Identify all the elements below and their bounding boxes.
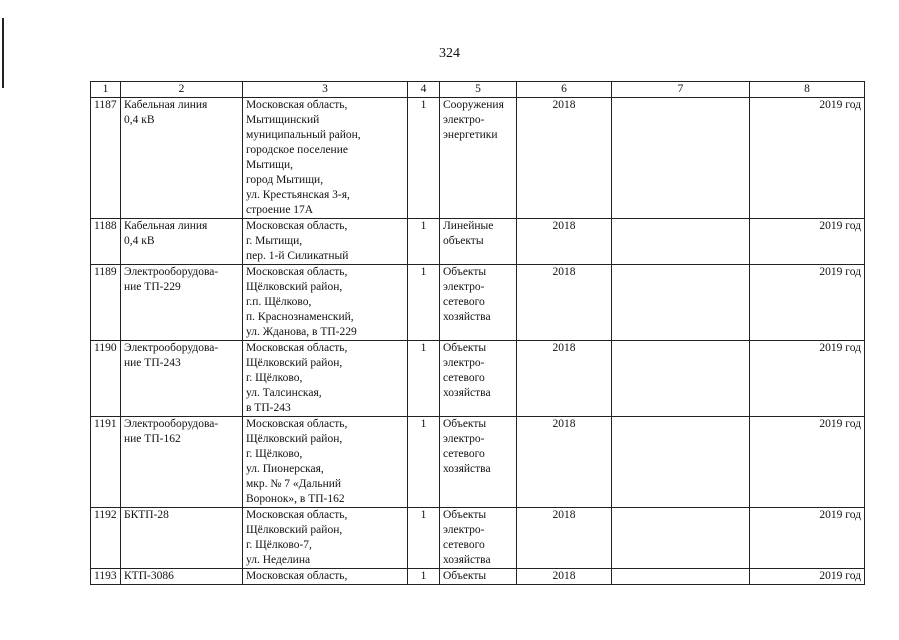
cell-address-line: Щёлковский район, <box>246 433 343 445</box>
cell-name <box>121 508 243 569</box>
cell-due: 2019 год <box>750 341 865 417</box>
column-header: 7 <box>612 82 750 98</box>
cell-address <box>243 569 408 585</box>
cell-name-line: КТП-3086 <box>124 570 174 582</box>
cell-address-line: ул. Талсинская, <box>246 387 322 399</box>
cell-address <box>243 417 408 508</box>
cell-year: 2018 <box>517 569 612 585</box>
cell-number: 1187 <box>91 98 121 219</box>
cell-address-line: ул. Пионерская, <box>246 463 324 475</box>
column-header: 1 <box>91 82 121 98</box>
cell-col7 <box>612 508 750 569</box>
cell-type-line: сетевого <box>443 372 485 384</box>
cell-quantity: 1 <box>408 341 440 417</box>
cell-address-line: Московская область, <box>246 570 348 582</box>
cell-address-line: Щёлковский район, <box>246 357 343 369</box>
cell-due: 2019 год <box>750 508 865 569</box>
cell-address-line: ул. Неделина <box>246 554 311 566</box>
cell-due: 2019 год <box>750 569 865 585</box>
cell-year: 2018 <box>517 508 612 569</box>
cell-quantity: 1 <box>408 265 440 341</box>
cell-due: 2019 год <box>750 417 865 508</box>
cell-name-line: Кабельная линия <box>124 220 208 232</box>
cell-number: 1188 <box>91 219 121 265</box>
cell-name-line: Электрооборудова- <box>124 342 219 354</box>
table-row <box>91 508 865 569</box>
cell-address-line: Московская область, <box>246 220 348 232</box>
cell-type <box>440 265 517 341</box>
cell-address-line: Мытищинский <box>246 114 320 126</box>
cell-type-line: энергетики <box>443 129 498 141</box>
cell-name-line: Электрооборудова- <box>124 266 219 278</box>
cell-name <box>121 417 243 508</box>
cell-year: 2018 <box>517 98 612 219</box>
cell-type <box>440 417 517 508</box>
cell-due: 2019 год <box>750 219 865 265</box>
cell-year: 2018 <box>517 417 612 508</box>
cell-name-line: ние ТП-162 <box>124 433 181 445</box>
cell-name-line: ние ТП-243 <box>124 357 181 369</box>
cell-type-line: Сооружения <box>443 99 504 111</box>
cell-address-line: п. Краснознаменский, <box>246 311 354 323</box>
cell-col7 <box>612 265 750 341</box>
cell-address <box>243 265 408 341</box>
cell-address <box>243 341 408 417</box>
cell-name <box>121 341 243 417</box>
cell-name-line: БКТП-28 <box>124 509 169 521</box>
cell-type-line: Объекты <box>443 509 487 521</box>
cell-type-line: объекты <box>443 235 484 247</box>
cell-type <box>440 508 517 569</box>
cell-quantity: 1 <box>408 417 440 508</box>
cell-address-line: Московская область, <box>246 266 348 278</box>
cell-year: 2018 <box>517 265 612 341</box>
table-row <box>91 341 865 417</box>
table-row <box>91 98 865 219</box>
cell-type-line: Объекты <box>443 418 487 430</box>
cell-name <box>121 265 243 341</box>
cell-address-line: г. Щёлково, <box>246 448 303 460</box>
page-number: 324 <box>439 46 460 61</box>
cell-address <box>243 219 408 265</box>
cell-number: 1190 <box>91 341 121 417</box>
cell-type-line: сетевого <box>443 539 485 551</box>
cell-address <box>243 508 408 569</box>
cell-type-line: хозяйства <box>443 311 491 323</box>
cell-address-line: ул. Крестьянская 3-я, <box>246 189 350 201</box>
table-row <box>91 417 865 508</box>
cell-name <box>121 219 243 265</box>
cell-type <box>440 569 517 585</box>
cell-address-line: в ТП-243 <box>246 402 291 414</box>
cell-number: 1191 <box>91 417 121 508</box>
cell-type-line: электро- <box>443 524 485 536</box>
cell-type-line: хозяйства <box>443 387 491 399</box>
column-header: 2 <box>121 82 243 98</box>
cell-year: 2018 <box>517 219 612 265</box>
table-row <box>91 219 865 265</box>
cell-col7 <box>612 219 750 265</box>
cell-name <box>121 569 243 585</box>
cell-number: 1192 <box>91 508 121 569</box>
register-table <box>90 81 865 585</box>
cell-type-line: электро- <box>443 281 485 293</box>
cell-quantity: 1 <box>408 98 440 219</box>
cell-due: 2019 год <box>750 98 865 219</box>
cell-name-line: ние ТП-229 <box>124 281 181 293</box>
cell-address-line: строение 17А <box>246 204 314 216</box>
cell-type-line: электро- <box>443 114 485 126</box>
cell-address-line: Московская область, <box>246 342 348 354</box>
cell-due: 2019 год <box>750 265 865 341</box>
column-header: 8 <box>750 82 865 98</box>
cell-address <box>243 98 408 219</box>
cell-type-line: Объекты <box>443 570 487 582</box>
table-row <box>91 265 865 341</box>
cell-type-line: электро- <box>443 433 485 445</box>
cell-type-line: электро- <box>443 357 485 369</box>
cell-address-line: пер. 1-й Силикатный <box>246 250 349 262</box>
cell-type <box>440 219 517 265</box>
cell-address-line: городское поселение <box>246 144 348 156</box>
cell-address-line: город Мытищи, <box>246 174 324 186</box>
cell-type-line: хозяйства <box>443 463 491 475</box>
cell-address-line: г.п. Щёлково, <box>246 296 312 308</box>
cell-quantity: 1 <box>408 219 440 265</box>
cell-address-line: Щёлковский район, <box>246 281 343 293</box>
cell-type-line: Объекты <box>443 266 487 278</box>
cell-address-line: мкр. № 7 «Дальний <box>246 478 342 490</box>
cell-name-line: 0,4 кВ <box>124 114 155 126</box>
cell-quantity: 1 <box>408 508 440 569</box>
column-header: 4 <box>408 82 440 98</box>
cell-type-line: сетевого <box>443 296 485 308</box>
cell-address-line: ул. Жданова, в ТП-229 <box>246 326 357 338</box>
table-row <box>91 569 865 585</box>
cell-address-line: Московская область, <box>246 99 348 111</box>
column-header: 5 <box>440 82 517 98</box>
cell-address-line: Московская область, <box>246 509 348 521</box>
cell-quantity: 1 <box>408 569 440 585</box>
cell-name-line: Кабельная линия <box>124 99 208 111</box>
cell-col7 <box>612 417 750 508</box>
cell-address-line: Мытищи, <box>246 159 294 171</box>
cell-type-line: Линейные <box>443 220 494 232</box>
cell-address-line: г. Щёлково-7, <box>246 539 312 551</box>
column-header: 6 <box>517 82 612 98</box>
cell-address-line: г. Мытищи, <box>246 235 303 247</box>
cell-name-line: 0,4 кВ <box>124 235 155 247</box>
cell-col7 <box>612 98 750 219</box>
cell-address-line: г. Щёлково, <box>246 372 303 384</box>
cell-name <box>121 98 243 219</box>
cell-address-line: муниципальный район, <box>246 129 361 141</box>
header-row <box>91 82 865 98</box>
cell-type-line: хозяйства <box>443 554 491 566</box>
cell-type <box>440 341 517 417</box>
cell-address-line: Воронок», в ТП-162 <box>246 493 345 505</box>
cell-name-line: Электрооборудова- <box>124 418 219 430</box>
cell-col7 <box>612 341 750 417</box>
cell-type-line: Объекты <box>443 342 487 354</box>
cell-type-line: сетевого <box>443 448 485 460</box>
cell-year: 2018 <box>517 341 612 417</box>
cell-address-line: Московская область, <box>246 418 348 430</box>
cell-address-line: Щёлковский район, <box>246 524 343 536</box>
cell-number: 1193 <box>91 569 121 585</box>
cell-col7 <box>612 569 750 585</box>
cell-number: 1189 <box>91 265 121 341</box>
cell-type <box>440 98 517 219</box>
column-header: 3 <box>243 82 408 98</box>
